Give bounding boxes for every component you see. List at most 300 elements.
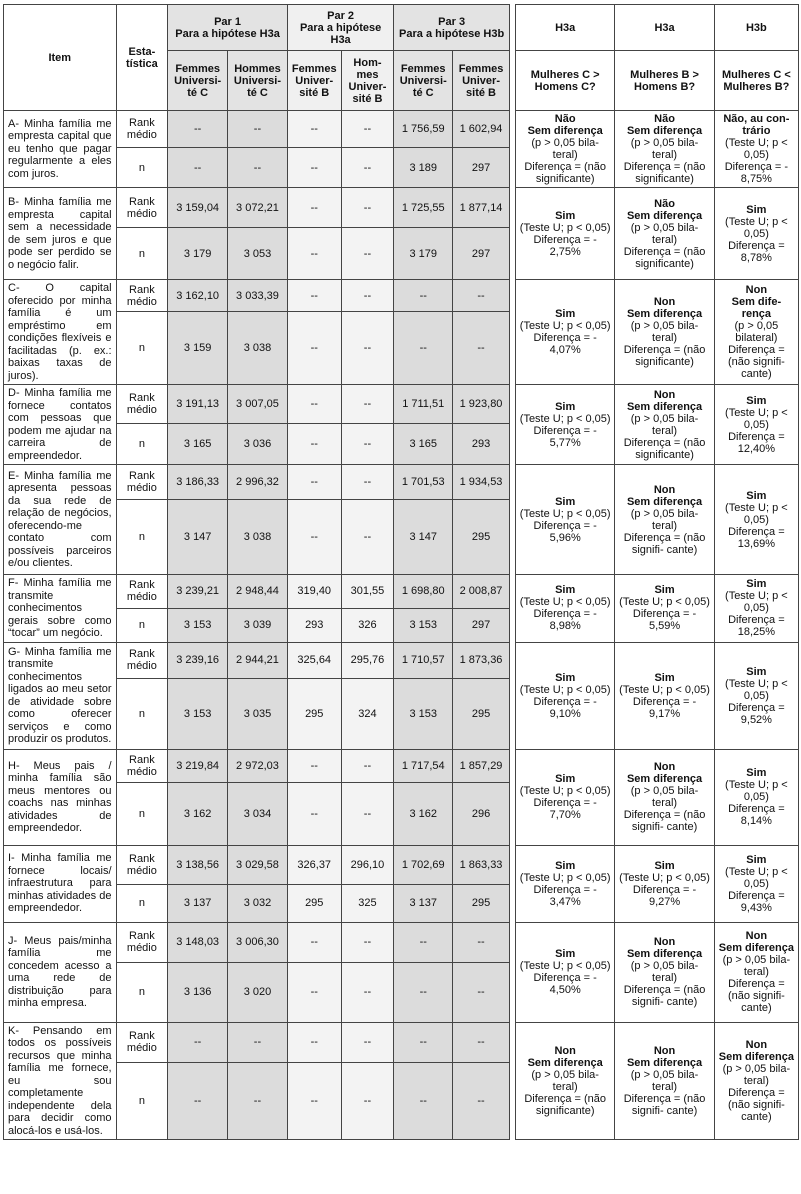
n-value: 3 147: [168, 500, 228, 575]
result-verdict: Sim: [555, 308, 576, 320]
hypothesis-result: [516, 280, 615, 385]
hypothesis-result: [615, 642, 714, 749]
rank-value: 3 029,58: [228, 845, 288, 884]
result-detail: Diferença = (não significante): [623, 161, 706, 185]
header-pair-2: [287, 5, 393, 51]
stat-label-n: n: [116, 1062, 168, 1139]
stat-label-rank: Rank médio: [116, 642, 168, 678]
result-verdict: Non: [745, 1038, 768, 1051]
rank-value: 3 007,05: [228, 385, 288, 424]
n-value: 3 038: [228, 312, 288, 385]
n-value: --: [287, 962, 341, 1022]
pair-2-subtitle: Para a hipótese H3a: [299, 21, 382, 46]
result-detail: Diferença = (não signifi- cante): [727, 1086, 785, 1123]
n-value: 3 179: [168, 228, 228, 280]
n-value: 3 147: [394, 500, 453, 575]
table-row: [4, 845, 799, 884]
table-row: [4, 749, 799, 782]
stat-label-rank: Rank médio: [116, 385, 168, 424]
header-hyp-1-code: H3a: [516, 5, 615, 51]
result-verdict: Non: [653, 296, 676, 308]
result-detail: (p > 0,05 bila- teral): [630, 960, 699, 984]
n-value: 3 032: [228, 884, 288, 922]
result-detail: (p > 0,05 bila- teral): [722, 954, 791, 978]
result-detail: Diferença = - 9,10%: [533, 695, 597, 720]
result-detail: (p > 0,05 bila- teral): [531, 1068, 599, 1093]
n-value: 325: [341, 884, 394, 922]
item-text: I- Minha família me fornece locais/ infraestrutura para minhas atividades de empreendedor.: [4, 845, 117, 922]
result-verdict: Sem dife- rença: [731, 296, 782, 320]
n-value: --: [287, 782, 341, 845]
rank-value: 2 972,03: [228, 749, 288, 782]
result-verdict: Sim: [555, 671, 576, 684]
result-verdict: Não: [554, 113, 576, 125]
rank-value: 319,40: [287, 575, 341, 609]
result-detail: Diferença = - 4,50%: [533, 972, 597, 996]
result-detail: (Teste U; p < 0,05): [519, 320, 611, 332]
rank-value: 1 702,69: [394, 845, 453, 884]
n-value: --: [341, 423, 394, 464]
result-detail: (Teste U; p < 0,05): [519, 221, 611, 234]
rank-value: 1 701,53: [394, 465, 453, 500]
hypothesis-result: [516, 188, 615, 280]
result-detail: (Teste U; p < 0,05): [725, 137, 788, 161]
result-detail: Diferença = (não significante): [623, 344, 706, 368]
result-detail: Diferença = (não significante): [623, 436, 706, 461]
result-detail: Diferença = - 5,77%: [533, 424, 597, 449]
result-verdict: Non: [653, 483, 676, 496]
hypothesis-result: [615, 385, 714, 465]
hypothesis-result: [714, 575, 798, 643]
result-detail: Diferença = (não signifi- cante): [727, 978, 785, 1014]
result-verdict: Sim: [555, 948, 576, 960]
result-detail: Diferença = 13,69%: [728, 525, 785, 550]
n-value: 3 035: [228, 678, 288, 749]
hypothesis-result: [615, 1022, 714, 1140]
rank-value: 3 138,56: [168, 845, 228, 884]
stat-label-n: n: [116, 500, 168, 575]
n-value: 3 153: [168, 608, 228, 642]
rank-value: --: [453, 280, 510, 312]
result-detail: (p > 0,05 bila- teral): [531, 137, 599, 161]
stat-label-n: n: [116, 782, 168, 845]
stat-label-rank: Rank médio: [116, 575, 168, 609]
result-detail: (p > 0,05 bila- teral): [630, 412, 699, 437]
n-value: --: [287, 423, 341, 464]
n-value: --: [453, 312, 510, 385]
n-value: 326: [341, 608, 394, 642]
result-verdict: Non: [745, 284, 768, 296]
header-item: Item: [4, 5, 117, 111]
rank-value: --: [453, 922, 510, 962]
result-detail: (Teste U; p < 0,05): [619, 596, 710, 609]
result-verdict: Sim: [746, 489, 767, 502]
n-value: 295: [453, 500, 510, 575]
n-value: --: [168, 1062, 228, 1139]
rank-value: 1 877,14: [453, 188, 510, 228]
rank-value: 3 006,30: [228, 922, 288, 962]
rank-value: --: [341, 280, 394, 312]
rank-value: --: [341, 922, 394, 962]
result-detail: Diferença = 12,40%: [728, 430, 785, 455]
rank-value: --: [287, 385, 341, 424]
n-value: 296: [453, 782, 510, 845]
rank-value: --: [287, 465, 341, 500]
result-verdict: Sim: [746, 203, 767, 216]
table-row: [4, 188, 799, 228]
item-text: J- Meus pais/minha família me concedem acesso a uma rede de distribuição para minha empresa.: [4, 922, 117, 1022]
pair-3-subtitle: Para a hipótese H3b: [399, 27, 505, 40]
rank-value: 1 857,29: [453, 749, 510, 782]
n-value: 297: [453, 228, 510, 280]
rank-value: 2 944,21: [228, 642, 288, 678]
hypothesis-result: [615, 845, 714, 922]
n-value: 297: [453, 148, 510, 188]
result-verdict: Sem diferença: [626, 495, 703, 508]
hypothesis-result: [714, 111, 798, 188]
n-value: --: [341, 500, 394, 575]
header-hyp-2-question: Mulheres B > Homens B?: [615, 51, 714, 111]
result-verdict: Sem diferença: [527, 1056, 603, 1069]
result-detail: (Teste U; p < 0,05): [725, 779, 788, 803]
n-value: 295: [453, 678, 510, 749]
result-verdict: Non: [653, 388, 676, 401]
n-value: --: [228, 1062, 288, 1139]
result-detail: (Teste U; p < 0,05): [519, 785, 611, 797]
hypothesis-result: [615, 465, 714, 575]
hypothesis-result: [714, 749, 798, 845]
item-text: E- Minha família me apresenta pessoas da sua rede de relação de negócios, oferecendo-me contato com possíveis parceiros e/ou clientes.: [4, 465, 117, 575]
rank-value: 1 698,80: [394, 575, 453, 609]
table-row: [4, 385, 799, 424]
stat-label-rank: Rank médio: [116, 749, 168, 782]
subheader-5: Femmes Universi- té C: [394, 51, 453, 111]
n-value: --: [287, 312, 341, 385]
result-detail: (p > 0,05 bila- teral): [630, 785, 699, 809]
n-value: --: [453, 1062, 510, 1139]
rank-value: --: [394, 922, 453, 962]
n-value: 3 179: [394, 228, 453, 280]
n-value: 3 039: [228, 608, 288, 642]
result-detail: (p > 0,05 bila- teral): [722, 1062, 791, 1087]
result-verdict: Não, au con- trário: [723, 113, 790, 137]
result-verdict: Sim: [555, 859, 576, 872]
n-value: 3 165: [168, 423, 228, 464]
result-detail: (p > 0,05 bila- teral): [630, 507, 699, 532]
result-verdict: Sim: [555, 773, 576, 785]
stat-label-rank: Rank médio: [116, 280, 168, 312]
result-detail: Diferença = (não signifi- cante): [623, 531, 706, 556]
result-detail: Diferença = - 9,27%: [632, 883, 697, 908]
stat-label-rank: Rank médio: [116, 845, 168, 884]
stat-label-rank: Rank médio: [116, 111, 168, 148]
result-verdict: Sim: [654, 671, 675, 684]
subheader-3: Femmes Univer- sité B: [287, 51, 341, 111]
rank-value: --: [168, 111, 228, 148]
result-verdict: Sem diferença: [626, 308, 703, 320]
hypothesis-result: [615, 188, 714, 280]
result-verdict: Não: [654, 113, 675, 125]
result-verdict: Non: [653, 936, 676, 948]
n-value: 293: [287, 608, 341, 642]
result-detail: Diferença = (não significante): [623, 245, 706, 270]
subheader-6: Femmes Univer- sité B: [453, 51, 510, 111]
result-detail: Diferença = 9,43%: [728, 889, 785, 914]
result-detail: (p > 0,05 bila- teral): [630, 221, 699, 246]
n-value: 293: [453, 423, 510, 464]
subheader-2: Hommes Universi- té C: [228, 51, 288, 111]
result-detail: Diferença = 9,52%: [728, 701, 785, 726]
result-detail: (Teste U; p < 0,05): [519, 960, 611, 972]
rank-value: 3 159,04: [168, 188, 228, 228]
subheader-4: Hom- mes Univer- sité B: [341, 51, 394, 111]
item-text: A- Minha família me empresta capital que eu tenho que pagar regularmente a eles com juros.: [4, 111, 117, 188]
rank-value: 2 008,87: [453, 575, 510, 609]
hypothesis-result: [516, 642, 615, 749]
stat-label-n: n: [116, 884, 168, 922]
n-value: 295: [287, 884, 341, 922]
result-verdict: Sim: [746, 767, 767, 779]
hypothesis-result: [516, 922, 615, 1022]
result-verdict: Não: [654, 197, 675, 210]
table-row: [4, 642, 799, 678]
n-value: 3 162: [168, 782, 228, 845]
result-verdict: Sim: [746, 665, 767, 678]
result-detail: (Teste U; p < 0,05): [519, 507, 611, 520]
table-row: [4, 111, 799, 148]
result-detail: (Teste U; p < 0,05): [725, 501, 788, 526]
result-verdict: Sim: [654, 584, 675, 597]
n-value: 3 137: [394, 884, 453, 922]
result-detail: Diferença = 18,25%: [728, 614, 785, 639]
header-hyp-3-code: H3b: [714, 5, 798, 51]
n-value: 295: [453, 884, 510, 922]
n-value: --: [341, 228, 394, 280]
hypothesis-result: [516, 575, 615, 643]
result-detail: Diferença = (não signifi- cante): [623, 984, 706, 1008]
table-row: [4, 465, 799, 500]
result-detail: Diferença = - 2,75%: [533, 233, 597, 258]
rank-value: 1 725,55: [394, 188, 453, 228]
stat-label-n: n: [116, 678, 168, 749]
result-detail: (Teste U; p < 0,05): [619, 871, 710, 884]
rank-value: 1 863,33: [453, 845, 510, 884]
rank-value: --: [168, 1022, 228, 1062]
header-statistic: Esta- tística: [116, 5, 168, 111]
item-text: H- Meus pais / minha família são meus mentores ou coachs nas minhas atividades de empreendedor.: [4, 749, 117, 845]
rank-value: 1 756,59: [394, 111, 453, 148]
item-text: D- Minha família me fornece contatos com pessoas que podem me ajudar na carreira de empreendedor.: [4, 385, 117, 465]
table-body: [4, 111, 799, 1140]
hypothesis-result: [714, 465, 798, 575]
rank-value: 1 717,54: [394, 749, 453, 782]
rank-value: 1 934,53: [453, 465, 510, 500]
header-pair-3: [394, 5, 510, 51]
hypothesis-result: [714, 280, 798, 385]
result-detail: Diferença = - 3,47%: [533, 883, 597, 908]
hypothesis-result: [516, 845, 615, 922]
rank-value: --: [394, 1022, 453, 1062]
rank-value: --: [228, 111, 288, 148]
n-value: --: [341, 1062, 394, 1139]
n-value: 3 137: [168, 884, 228, 922]
n-value: --: [287, 148, 341, 188]
rank-value: 3 186,33: [168, 465, 228, 500]
result-verdict: Non: [653, 1044, 676, 1057]
result-detail: (Teste U; p < 0,05): [725, 677, 788, 702]
result-verdict: Non: [653, 761, 676, 773]
stat-label-rank: Rank médio: [116, 922, 168, 962]
n-value: --: [341, 782, 394, 845]
n-value: --: [341, 312, 394, 385]
result-verdict: Sem diferença: [626, 209, 703, 222]
rank-value: 3 239,16: [168, 642, 228, 678]
rank-value: --: [287, 1022, 341, 1062]
result-detail: Diferença = (não significante): [524, 1092, 606, 1117]
result-detail: (p > 0,05 bilateral): [734, 320, 779, 344]
rank-value: 1 873,36: [453, 642, 510, 678]
n-value: 3 053: [228, 228, 288, 280]
header-hyp-1-question: Mulheres C > Homens C?: [516, 51, 615, 111]
rank-value: --: [287, 188, 341, 228]
rank-value: --: [341, 385, 394, 424]
rank-value: 296,10: [341, 845, 394, 884]
hypothesis-result: [516, 1022, 615, 1140]
item-text: C- O capital oferecido por minha família é um empréstimo em condições flexíveis e facilitadas (p. ex.: baixas taxas de juros).: [4, 280, 117, 385]
rank-value: --: [287, 749, 341, 782]
stat-label-n: n: [116, 228, 168, 280]
result-detail: Diferença = - 5,59%: [632, 608, 697, 633]
result-verdict: Non: [745, 930, 768, 942]
n-value: 3 153: [394, 678, 453, 749]
result-detail: Diferença = (não significante): [524, 161, 606, 185]
pair-1-subtitle: Para a hipótese H3a: [175, 27, 280, 40]
rank-value: 3 148,03: [168, 922, 228, 962]
result-detail: Diferença = - 9,17%: [632, 695, 697, 720]
n-value: --: [394, 962, 453, 1022]
hypothesis-result: [516, 111, 615, 188]
result-detail: Diferença = (não signifi- cante): [623, 1092, 706, 1117]
n-value: 3 136: [168, 962, 228, 1022]
item-text: F- Minha família me transmite conhecimentos gerais sobre como “tocar” um negócio.: [4, 575, 117, 643]
result-detail: (Teste U; p < 0,05): [519, 871, 611, 884]
stat-label-rank: Rank médio: [116, 1022, 168, 1062]
result-detail: (Teste U; p < 0,05): [519, 412, 611, 425]
rank-value: --: [287, 280, 341, 312]
rank-value: 1 923,80: [453, 385, 510, 424]
stat-label-rank: Rank médio: [116, 188, 168, 228]
n-value: --: [341, 148, 394, 188]
stat-label-rank: Rank médio: [116, 465, 168, 500]
pair-3-title: Par 3: [438, 15, 466, 28]
hypothesis-result: [714, 188, 798, 280]
result-detail: Diferença = - 8,98%: [533, 608, 597, 633]
rank-value: 3 191,13: [168, 385, 228, 424]
item-text: K- Pensando em todos os possíveis recursos que minha família me fornece, eu sou completamente independente dela para decidir como alocá-los e usá-los.: [4, 1022, 117, 1140]
pair-2-title: Par 2: [327, 9, 355, 22]
result-verdict: Sem diferença: [626, 773, 703, 785]
n-value: 3 034: [228, 782, 288, 845]
result-verdict: Sim: [555, 209, 576, 222]
hypothesis-result: [516, 465, 615, 575]
rank-value: --: [341, 1022, 394, 1062]
rank-value: 325,64: [287, 642, 341, 678]
rank-value: 1 602,94: [453, 111, 510, 148]
rank-value: --: [394, 280, 453, 312]
result-detail: (Teste U; p < 0,05): [725, 406, 788, 431]
rank-value: 3 219,84: [168, 749, 228, 782]
result-verdict: Non: [554, 1044, 576, 1057]
n-value: --: [287, 1062, 341, 1139]
hypothesis-result: [615, 922, 714, 1022]
rank-value: 3 162,10: [168, 280, 228, 312]
table-row: [4, 1022, 799, 1062]
result-detail: (Teste U; p < 0,05): [725, 215, 788, 240]
result-verdict: Sem diferença: [718, 1050, 794, 1063]
stat-label-n: n: [116, 608, 168, 642]
header-pair-1: [168, 5, 288, 51]
result-detail: (Teste U; p < 0,05): [725, 865, 788, 890]
rank-value: --: [287, 111, 341, 148]
stat-label-n: n: [116, 423, 168, 464]
hypothesis-result: [714, 922, 798, 1022]
rank-value: --: [341, 749, 394, 782]
n-value: 3 159: [168, 312, 228, 385]
result-verdict: Sem diferença: [626, 948, 703, 960]
n-value: 324: [341, 678, 394, 749]
result-detail: (Teste U; p < 0,05): [619, 683, 710, 696]
rank-value: 301,55: [341, 575, 394, 609]
hypothesis-result: [516, 749, 615, 845]
n-value: 3 162: [394, 782, 453, 845]
pair-1-title: Par 1: [214, 15, 242, 28]
result-verdict: Sim: [555, 400, 576, 413]
result-detail: Diferença = - 4,07%: [533, 332, 597, 356]
results-table: [3, 4, 799, 1140]
result-detail: (p > 0,05 bila- teral): [630, 1068, 699, 1093]
n-value: 3 189: [394, 148, 453, 188]
hypothesis-result: [714, 1022, 798, 1140]
hypothesis-result: [615, 280, 714, 385]
subheader-1: Femmes Universi- té C: [168, 51, 228, 111]
hypothesis-result: [516, 385, 615, 465]
result-detail: Diferença = (não signifi- cante): [623, 809, 706, 833]
table-row: [4, 575, 799, 609]
result-verdict: Sem diferença: [626, 400, 703, 413]
result-verdict: Sem diferença: [626, 125, 703, 137]
result-verdict: Sem diferença: [718, 942, 794, 954]
result-detail: Diferença = (não signifi- cante): [727, 344, 785, 380]
rank-value: --: [228, 1022, 288, 1062]
hypothesis-result: [615, 749, 714, 845]
result-detail: (Teste U; p < 0,05): [519, 596, 611, 609]
result-verdict: Sim: [654, 859, 675, 872]
header-hyp-3-question: Mulheres C < Mulheres B?: [714, 51, 798, 111]
result-detail: Diferença = - 5,96%: [533, 519, 597, 544]
hypothesis-result: [714, 385, 798, 465]
result-detail: (p > 0,05 bila- teral): [630, 137, 699, 161]
rank-value: --: [341, 111, 394, 148]
result-detail: Diferença = 8,14%: [728, 803, 785, 827]
header-hyp-2-code: H3a: [615, 5, 714, 51]
n-value: 3 038: [228, 500, 288, 575]
n-value: 295: [287, 678, 341, 749]
rank-value: 1 710,57: [394, 642, 453, 678]
result-detail: (Teste U; p < 0,05): [725, 590, 788, 615]
stat-label-n: n: [116, 962, 168, 1022]
rank-value: 3 072,21: [228, 188, 288, 228]
item-text: G- Minha família me transmite conhecimentos ligados ao meu setor de atividade sobre como oferecer serviços e como produzir os produtos.: [4, 642, 117, 749]
